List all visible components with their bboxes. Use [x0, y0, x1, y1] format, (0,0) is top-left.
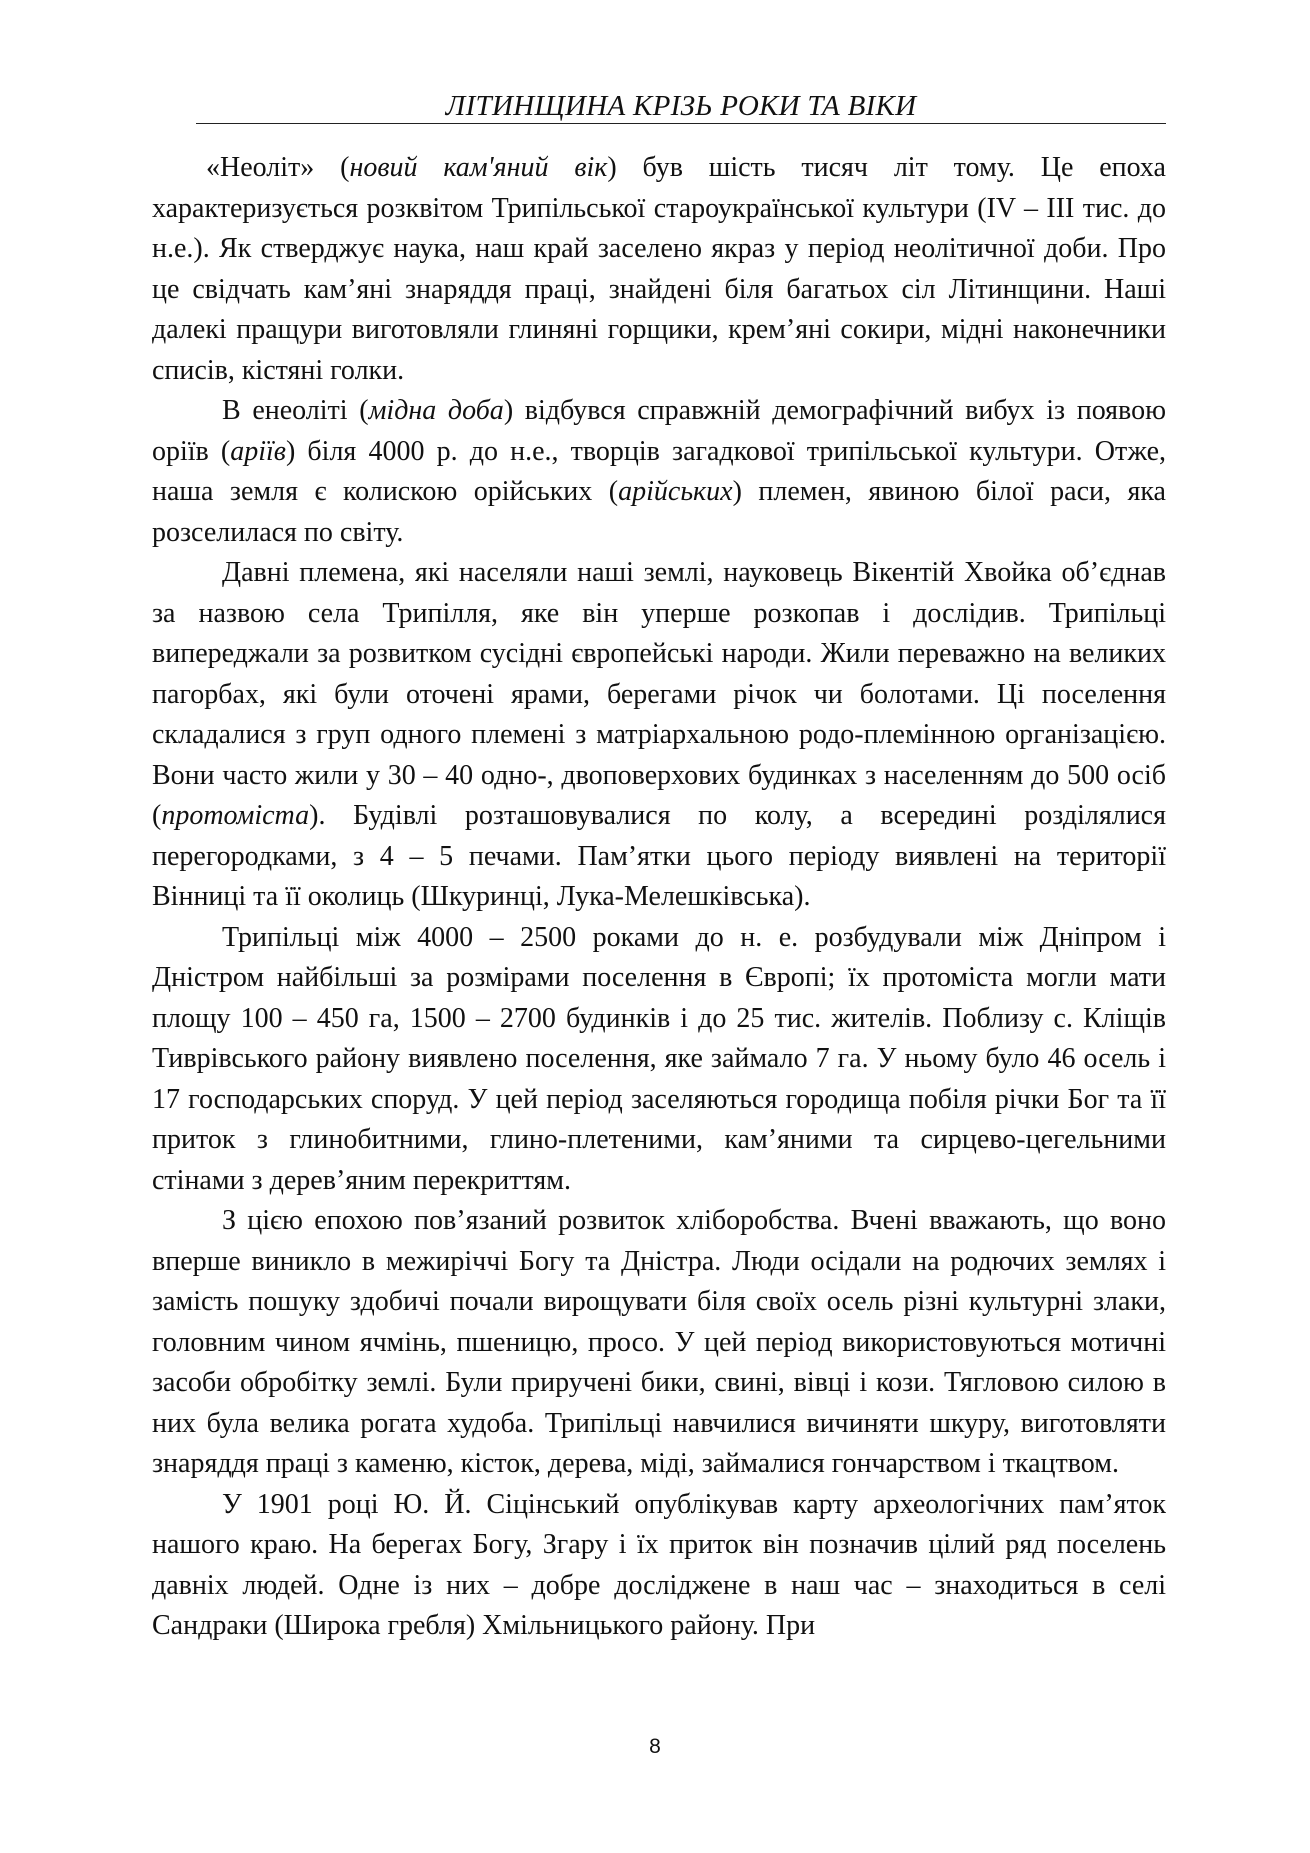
text-run: ) відбувся справжній демографічний вибух із появою оріїв (	[152, 395, 1166, 467]
header-rule	[196, 123, 1166, 124]
italic-term: аріїв	[230, 435, 286, 467]
text-run: Трипільці між 4000 – 2500 роками до н. е. розбудували між Дніпром і Дністром найбільші за розмірами поселення в Європі; їх протоміста могли мати площу 100 – 450 га, 1500 – 2700 будинків і до 25 тис. жителів. Поблизу с. Кліщів Тиврівського району виявлено поселення, яке займало 7 га. У ньому було 46 осель і 17 господарських споруд. У цей період заселяються городища побіля річки Бог та її приток з глинобитними, глино-плетеними, кам’яними та сирцево-цегельними стінами з дерев’яним перекриттям.	[152, 921, 1166, 1196]
body-text	[152, 148, 1166, 1647]
running-header: ЛІТИНЩИНА КРІЗЬ РОКИ ТА ВІКИ	[445, 90, 917, 122]
text-run: ) біля 4000 р. до н.е., творців загадкової трипільської культури. Отже, наша земля є колискою орійських (	[152, 435, 1166, 507]
text-run: У 1901 році Ю. Й. Сіцінський опублікував карту археологічних пам’яток нашого краю. На берегах Богу, Згару і їх приток він позначив цілий ряд поселень давніх людей. Одне із них – добре досліджене в наш час – знаходиться в селі Сандраки (Широка гребля) Хмільницького району. При	[152, 1488, 1166, 1641]
text-run: В енеоліті (	[222, 395, 369, 426]
italic-term: арійських	[618, 476, 733, 507]
text-run: ) був шість тисяч літ тому. Це епоха характеризується розквітом Трипільської староукраїнської культури (IV – III тис. до н.е.). Як стверджує наука, наш край заселено якраз у період неолітичної доби. Про це свідчать кам’яні знаряддя праці, знайдені біля багатьох сіл Літинщини. Наші далекі пращури виготовляли глиняні горщики, крем’яні сокири, мідні наконечники списів, кістяні голки.	[152, 152, 1166, 386]
paragraph-settlements	[152, 918, 1166, 1202]
italic-term: мідна доба	[368, 395, 504, 426]
paragraph-agriculture	[152, 1201, 1166, 1485]
paragraph-neolith	[152, 148, 1166, 391]
paragraph-tribes	[152, 553, 1166, 918]
text-run: З цією епохою пов’язаний розвиток хліборобства. Вчені вважають, що воно вперше виникло в межиріччі Богу та Дністра. Люди осідали на родючих землях і замість пошуку здобичі почали вирощувати біля своїх осель різні культурні злаки, головним чином ячмінь, пшеницю, просо. У цей період використовуються мотичні засоби обробітку землі. Були приручені бики, свині, вівці і кози. Тягловою силою в них була велика рогата худоба. Трипільці навчилися вичиняти шкуру, виготовляти знаряддя праці з каменю, кісток, дерева, міді, займалися гончарством і ткацтвом.	[152, 1205, 1166, 1479]
text-run: Давні племена, які населяли наші землі, науковець Вікентій Хвойка об’єднав за назвою села Трипілля, яке він уперше розкопав і дослідив. Трипільці випереджали за розвитком сусідні європейські народи. Жили переважно на великих пагорбах, які були оточені ярами, берегами річок чи болотами. Ці поселення складалися з груп одного племені з матріархальною родо-племінною організацією. Вони часто жили у 30 – 40 одно-, двоповерхових будинках з населенням до 500 осіб (	[152, 557, 1166, 831]
paragraph-archaeology-map	[152, 1485, 1166, 1647]
paragraph-eneolith	[152, 391, 1166, 553]
page-number: 8	[649, 1735, 661, 1758]
italic-term: новий кам'яний вік	[349, 152, 608, 183]
text-run: ). Будівлі розташовувалися по колу, а всередині розділялися перегородками, з 4 – 5 печами. Пам’ятки цього періоду виявлені на території Вінниці та її околиць (Шкуринці, Лука-Мелешківська).	[152, 800, 1166, 912]
italic-term: протоміста	[161, 800, 310, 831]
text-run: ) племен, явиною білої раси, яка розселилася по світу.	[152, 476, 1166, 548]
text-run: «Неоліт» (	[206, 152, 350, 183]
